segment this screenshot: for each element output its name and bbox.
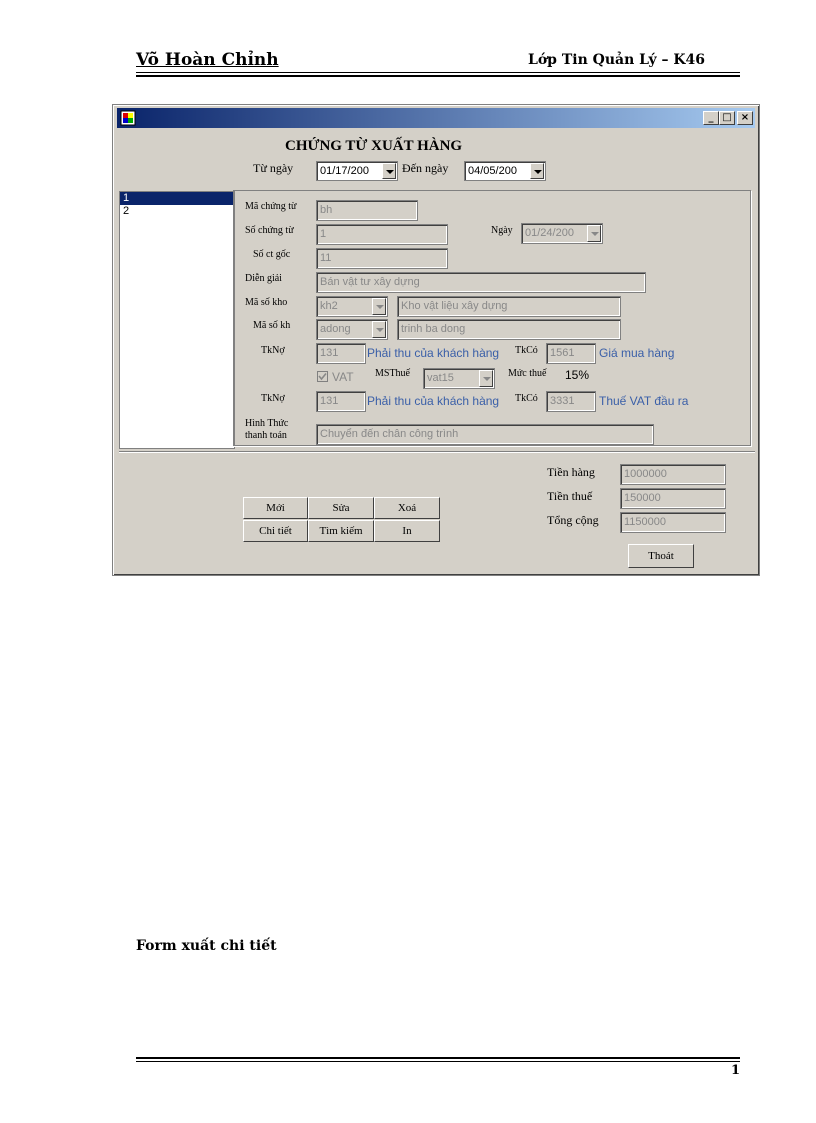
hinh-thuc-field[interactable]: Chuyển đến chân công trình — [316, 424, 654, 445]
tkco1-desc: Giá mua hàng — [599, 346, 675, 360]
tien-thue-field[interactable]: 150000 — [620, 488, 726, 509]
voucher-list[interactable] — [119, 191, 235, 449]
checkmark-icon — [318, 372, 327, 381]
dien-giai-label: Diễn giải — [245, 273, 282, 284]
to-date-value: 04/05/200 — [468, 165, 517, 177]
msthue-select[interactable] — [423, 368, 495, 389]
mucthue-value: 15% — [565, 368, 590, 382]
from-date-value: 01/17/200 — [320, 165, 369, 177]
so-ct-goc-field[interactable]: 11 — [316, 248, 448, 269]
from-date-picker[interactable] — [316, 161, 398, 181]
form-window — [112, 104, 760, 576]
kho-name-field[interactable]: Kho vật liệu xây dựng — [397, 296, 621, 317]
ngay-picker[interactable] — [521, 223, 603, 244]
tkco2-desc: Thuế VAT đầu ra — [599, 394, 689, 408]
tkno2-label: TkNợ — [261, 393, 285, 404]
tkno2-field[interactable]: 131 — [316, 391, 366, 412]
figure-caption: Form xuất chi tiết — [136, 938, 277, 954]
tien-hang-field[interactable]: 1000000 — [620, 464, 726, 485]
chevron-down-icon[interactable] — [372, 321, 386, 338]
section-divider — [119, 451, 755, 452]
close-button[interactable]: × — [737, 111, 753, 125]
maximize-button[interactable]: □ — [719, 111, 735, 125]
moi-button[interactable]: Mới — [243, 497, 308, 519]
tong-cong-field[interactable]: 1150000 — [620, 512, 726, 533]
ma-chung-tu-label: Mã chứng từ — [245, 201, 297, 212]
sua-button[interactable]: Sửa — [308, 497, 374, 519]
tien-thue-label: Tiền thuế — [547, 489, 593, 503]
ma-so-kho-label: Mã số kho — [245, 297, 288, 308]
so-chung-tu-label: Số chứng từ — [245, 225, 294, 236]
tkco2-field[interactable]: 3331 — [546, 391, 596, 412]
tong-cong-label: Tổng cộng — [547, 513, 599, 527]
tkno2-desc: Phải thu của khách hàng — [367, 394, 500, 408]
chevron-down-icon[interactable] — [530, 163, 544, 179]
tkco1-label: TkCó — [515, 345, 538, 356]
ma-so-kho-value: kh2 — [320, 300, 338, 312]
ma-so-kh-label: Mã số kh — [253, 320, 291, 331]
ma-so-kho-select[interactable] — [316, 296, 388, 317]
footer-rule — [136, 1061, 740, 1062]
title-bar — [117, 108, 755, 128]
class-name: Lớp Tin Quản Lý – K46 — [528, 52, 706, 68]
tkco1-field[interactable]: 1561 — [546, 343, 596, 364]
chevron-down-icon[interactable] — [587, 225, 601, 242]
so-ct-goc-label: Số ct gốc — [253, 249, 291, 260]
to-date-picker[interactable] — [464, 161, 546, 181]
list-item[interactable]: 2 — [123, 205, 130, 217]
ngay-label: Ngày — [491, 225, 513, 236]
tien-hang-label: Tiền hàng — [547, 465, 595, 479]
author-name: Võ Hoàn Chỉnh — [136, 50, 279, 70]
tkno1-label: TkNợ — [261, 345, 285, 356]
list-item[interactable]: 1 — [120, 192, 234, 205]
so-chung-tu-field[interactable]: 1 — [316, 224, 448, 245]
thanh-toan-label: thanh toán — [245, 430, 287, 441]
page-number: 1 — [731, 1063, 741, 1078]
from-date-label: Từ ngày — [253, 161, 294, 175]
hinh-thuc-label: Hình Thức — [245, 418, 289, 429]
ma-so-kh-value: adong — [320, 323, 351, 335]
chevron-down-icon[interactable] — [372, 298, 386, 315]
in-button[interactable]: In — [374, 520, 440, 542]
vat-checkbox[interactable] — [317, 371, 328, 382]
thoat-button[interactable]: Thoát — [628, 544, 694, 568]
tkno1-field[interactable]: 131 — [316, 343, 366, 364]
footer-rule-thick — [136, 1057, 740, 1059]
ma-chung-tu-field[interactable]: bh — [316, 200, 418, 221]
minimize-button[interactable]: _ — [703, 111, 719, 125]
tim-kiem-button[interactable]: Tìm kiếm — [308, 520, 374, 542]
msthue-value: vat15 — [427, 372, 454, 384]
tkno1-desc: Phải thu của khách hàng — [367, 346, 500, 360]
dien-giai-field[interactable]: Bán vật tư xây dựng — [316, 272, 646, 293]
mucthue-label: Mức thuế — [508, 368, 547, 379]
chi-tiet-button[interactable]: Chi tiết — [243, 520, 308, 542]
header-rule — [136, 72, 740, 73]
kh-name-field[interactable]: trinh ba dong — [397, 319, 621, 340]
header-rule-thick — [136, 75, 740, 77]
xoa-button[interactable]: Xoá — [374, 497, 440, 519]
vat-label: VAT — [332, 370, 354, 384]
tkco2-label: TkCó — [515, 393, 538, 404]
chevron-down-icon[interactable] — [479, 370, 493, 387]
ngay-value: 01/24/200 — [525, 227, 574, 239]
to-date-label: Đến ngày — [402, 161, 449, 175]
chevron-down-icon[interactable] — [382, 163, 396, 179]
app-icon — [120, 110, 136, 126]
msthue-label: MSThuế — [375, 368, 410, 379]
form-title: CHỨNG TỪ XUẤT HÀNG — [285, 138, 463, 154]
ma-so-kh-select[interactable] — [316, 319, 388, 340]
